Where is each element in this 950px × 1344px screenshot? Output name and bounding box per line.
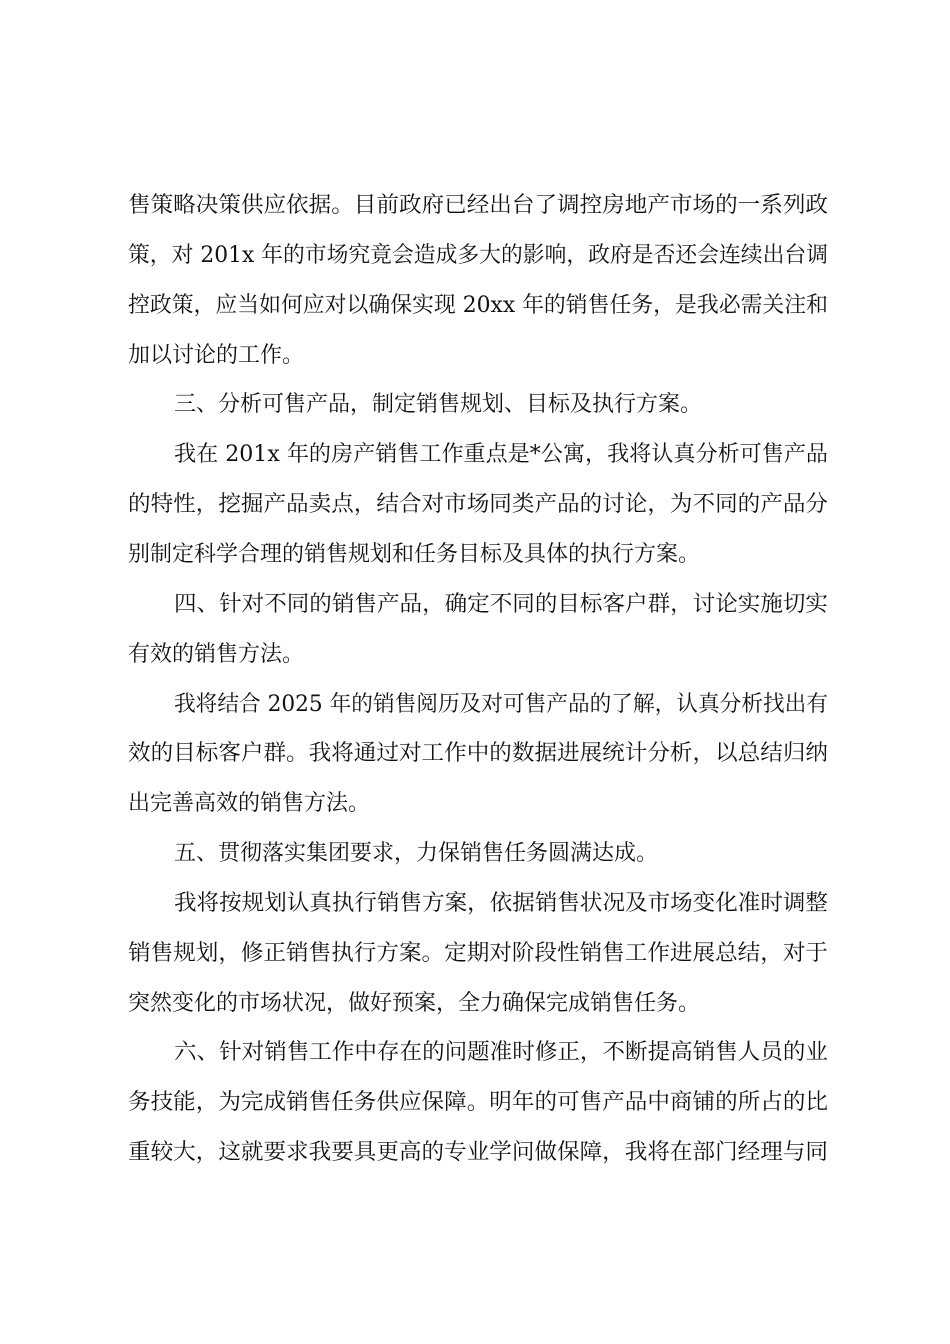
text-line-content: 控政策，应当如何应对以确保实现 20xx 年的销售任务，是我必需关注和 <box>128 293 828 318</box>
section-heading <box>0 829 950 879</box>
section-heading-text: 六、针对销售工作中存在的问题准时修正，不断提高销售人员的业 <box>174 1040 828 1065</box>
text-line <box>0 331 950 381</box>
text-line <box>0 1128 950 1178</box>
text-line-content: 售策略决策供应依据。目前政府已经出台了调控房地产市场的一系列政 <box>128 193 828 218</box>
text-line-content: 我在 201x 年的房产销售工作重点是*公寓，我将认真分析可售产品 <box>174 442 829 467</box>
text-line-content: 务技能，为完成销售任务供应保障。明年的可售产品中商铺的所占的比 <box>128 1090 828 1115</box>
text-line-content: 别制定科学合理的销售规划和任务目标及具体的执行方案。 <box>128 542 701 567</box>
section-heading <box>0 1028 950 1078</box>
text-line <box>0 779 950 829</box>
section-heading <box>0 380 950 430</box>
text-line <box>0 729 950 779</box>
text-line <box>0 530 950 580</box>
text-line-content: 的特性，挖掘产品卖点，结合对市场同类产品的讨论，为不同的产品分 <box>128 492 828 517</box>
section-heading-text: 五、贯彻落实集团要求，力保销售任务圆满达成。 <box>174 841 659 866</box>
section-heading-text: 三、分析可售产品，制定销售规划、目标及执行方案。 <box>174 392 703 417</box>
text-line <box>0 929 950 979</box>
text-line <box>0 879 950 929</box>
text-line <box>0 430 950 480</box>
text-line <box>0 680 950 730</box>
text-line-content: 销售规划，修正销售执行方案。定期对阶段性销售工作进展总结，对于 <box>128 941 828 966</box>
text-line-content: 我将按规划认真执行销售方案，依据销售状况及市场变化准时调整 <box>174 891 828 916</box>
text-line-content: 重较大，这就要求我要具更高的专业学问做保障，我将在部门经理与同 <box>128 1140 828 1165</box>
text-line <box>0 979 950 1029</box>
text-line-content: 我将结合 2025 年的销售阅历及对可售产品的了解，认真分析找出有 <box>174 692 828 717</box>
text-line <box>0 231 950 281</box>
text-line <box>0 1078 950 1128</box>
text-line-content: 策，对 201x 年的市场究竟会造成多大的影响，政府是否还会连续出台调 <box>128 243 828 268</box>
text-line <box>0 181 950 231</box>
text-line <box>0 281 950 331</box>
section-heading <box>0 580 950 630</box>
text-line-content: 出完善高效的销售方法。 <box>128 791 371 816</box>
section-heading <box>0 630 950 680</box>
text-line-content: 突然变化的市场状况，做好预案，全力确保完成销售任务。 <box>128 991 701 1016</box>
text-line-content: 效的目标客户群。我将通过对工作中的数据进展统计分析，以总结归纳 <box>128 741 828 766</box>
section-heading-text: 有效的销售方法。 <box>128 642 305 667</box>
text-line <box>0 480 950 530</box>
text-line-content: 加以讨论的工作。 <box>128 343 305 368</box>
section-heading-text: 四、针对不同的销售产品，确定不同的目标客户群，讨论实施切实 <box>174 592 828 617</box>
